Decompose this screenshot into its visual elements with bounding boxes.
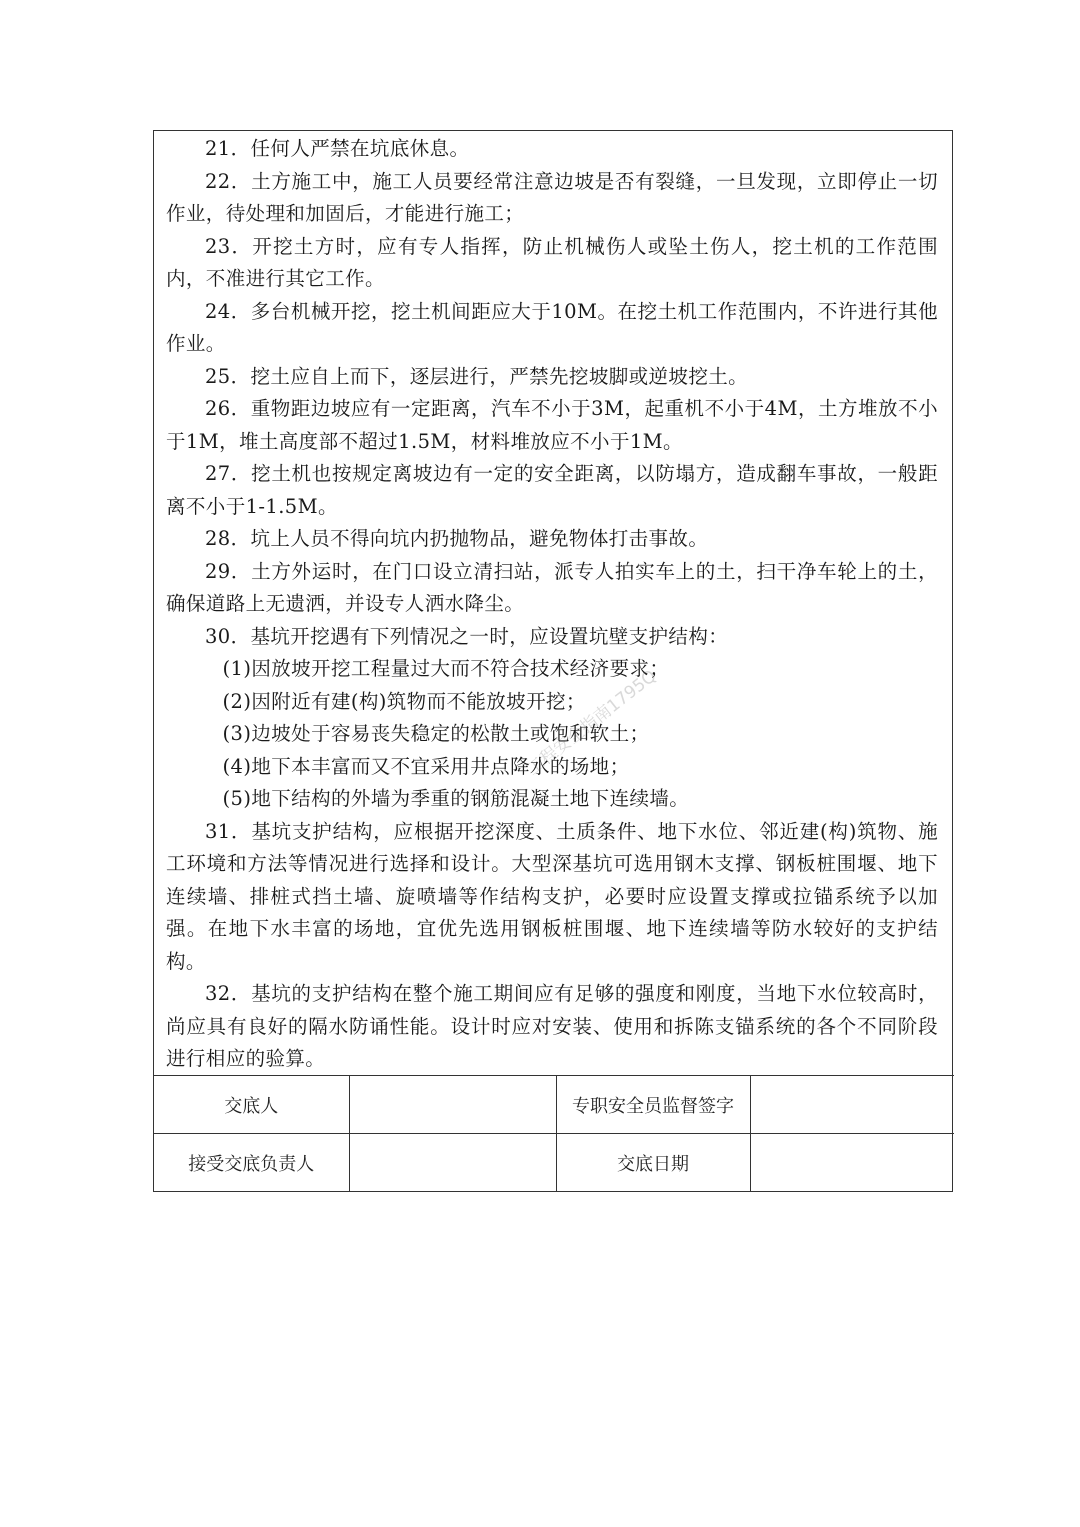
paragraph-24: 24．多台机械开挖，挖土机间距应大于10M。在挖土机工作范围内，不许进行其他作业。: [166, 299, 938, 355]
paragraph-27: 27．挖土机也按规定离坡边有一定的安全距离，以防塌方，造成翻车事故，一般距离不小于1-1.5M。: [166, 462, 938, 518]
document-frame: [153, 130, 953, 1192]
paragraph-32: 32．基坑的支护结构在整个施工期间应有足够的强度和刚度，当地下水位较高时，尚应具有良好的隔水防诵性能。设计时应对安装、使用和拆陈支锚系统的各个不同阶段进行相应的验算。: [166, 982, 938, 1070]
safety-officer-signature-field[interactable]: [750, 1076, 954, 1134]
safety-officer-label: 专职安全员监督签字: [556, 1076, 750, 1134]
sub-item-1: (1)因放坡开挖工程量过大而不符合技术经济要求；: [222, 657, 670, 680]
paragraph-22: 22．土方施工中，施工人员要经常注意边坡是否有裂缝，一旦发现，立即停止一切作业，待处理和加固后，才能进行施工；: [166, 169, 938, 225]
recipient-label: 接受交底负责人: [154, 1134, 349, 1192]
briefing-date-field[interactable]: [750, 1134, 954, 1192]
sub-item-5: (5)地下结构的外墙为季重的钢筋混凝土地下连续墙。: [222, 787, 690, 810]
paragraph-23: 23．开挖土方时，应有专人指挥，防止机械伤人或坠土伤人，挖土机的工作范围内，不准进行其它工作。: [166, 234, 938, 290]
signature-table: [154, 1075, 954, 1191]
watermark: 工程安全指南1795Q: [523, 666, 661, 780]
paragraph-29: 29．土方外运时，在门口设立清扫站，派专人拍实车上的土，扫干净车轮上的土，确保道路上无遗洒，并设专人洒水降尘。: [166, 559, 938, 615]
paragraph-26: 26．重物距边坡应有一定距离，汽车不小于3M，起重机不小于4M，土方堆放不小于1M，堆土高度部不超过1.5M，材料堆放应不小于1M。: [166, 397, 938, 453]
sub-item-3: (3)边坡处于容易丧失稳定的松散土或饱和软土；: [222, 722, 650, 745]
paragraph-28: 28．坑上人员不得向坑内扔抛物品，避免物体打击事故。: [205, 527, 709, 550]
paragraph-21: 21．任何人严禁在坑底休息。: [205, 137, 470, 160]
recipient-signature-field[interactable]: [349, 1134, 556, 1192]
paragraph-31: 31．基坑支护结构，应根据开挖深度、土质条件、地下水位、邻近建(构)筑物、施工环境和方法等情况进行选择和设计。大型深基坑可选用钢木支撑、钢板桩围堰、地下连续墙、排桩式挡土墙、旋喷墙等作结构支护，必要时应设置支撑或拉锚系统予以加强。在地下水丰富的场地，宜优先选用钢板桩围堰、地下连续墙等防水较好的支护结构。: [166, 819, 938, 973]
document-content: [154, 131, 952, 1075]
paragraph-30: 30．基坑开挖遇有下列情况之一时，应设置坑壁支护结构：: [205, 624, 729, 648]
sub-item-2: (2)因附近有建(构)筑物而不能放坡开挖；: [222, 689, 586, 713]
signature-row-2: [154, 1134, 954, 1192]
sub-item-4: (4)地下本丰富而又不宜采用井点降水的场地；: [222, 754, 630, 778]
signature-row-1: [154, 1076, 954, 1134]
briefer-signature-field[interactable]: [349, 1076, 556, 1134]
paragraph-25: 25．挖土应自上而下，逐层进行，严禁先挖坡脚或逆坡挖土。: [205, 364, 749, 388]
briefing-date-label: 交底日期: [556, 1134, 750, 1192]
briefer-label: 交底人: [154, 1076, 349, 1134]
